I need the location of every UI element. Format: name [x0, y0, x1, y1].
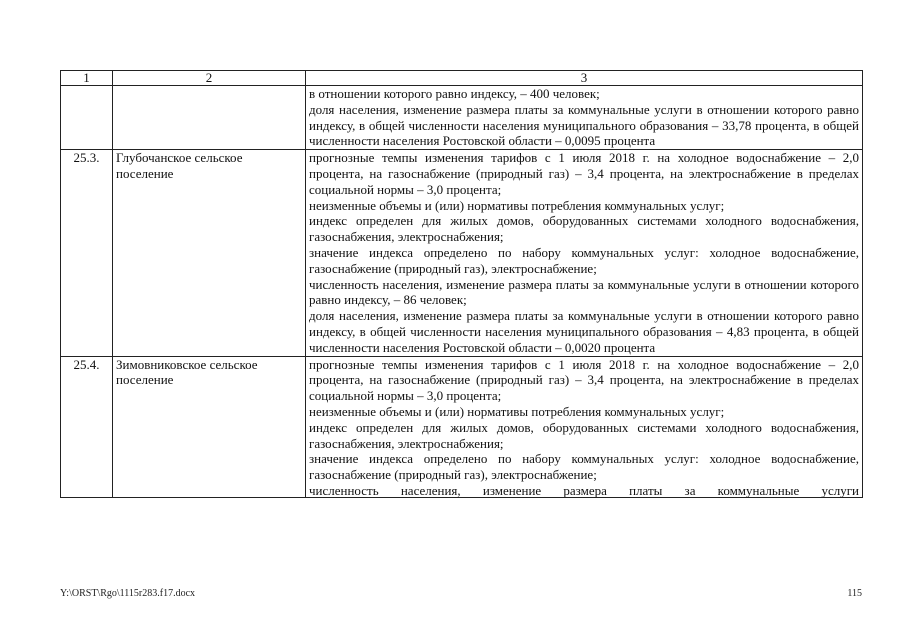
table-row-25-3	[61, 150, 863, 356]
row-name-cell: Глубочанское сельское поселение	[113, 150, 306, 356]
column-header-1: 1	[61, 71, 113, 86]
row-number-cell: 25.4.	[61, 356, 113, 497]
footer-file-path: Y:\ORST\Rgo\1115r283.f17.docx	[60, 588, 196, 599]
text-paragraph: значение индекса определено по набору коммунальных услуг: холодное водоснабжение, газоснабжение (природный газ), электроснабжение;	[309, 244, 859, 276]
text-paragraph: неизменные объемы и (или) нормативы потребления коммунальных услуг;	[309, 197, 725, 213]
table-header-row	[61, 71, 863, 86]
text-paragraph: в отношении которого равно индексу, – 400 человек;	[309, 86, 600, 101]
table-row-25-4	[61, 356, 863, 497]
row-text-cell	[306, 356, 863, 497]
row-number-cell: 25.3.	[61, 150, 113, 356]
tariff-table	[60, 70, 863, 498]
text-paragraph: доля населения, изменение размера платы за коммунальные услуги в отношении которого равно индексу, в общей численности населения муниципального образования – 33,78 процента, в общей численности населения Ростовской области – 0,0095 процента	[309, 101, 859, 149]
footer-page-number: 115	[847, 588, 862, 599]
column-header-2: 2	[113, 71, 306, 86]
row-name-cell: Зимовниковское сельское поселение	[113, 356, 306, 497]
text-paragraph: численность населения, изменение размера платы за коммунальные услуги	[309, 482, 859, 497]
table-row-continuation	[61, 86, 863, 150]
text-paragraph: прогнозные темпы изменения тарифов с 1 июля 2018 г. на холодное водоснабжение – 2,0 процента, на газоснабжение (природный газ) – 3,4 процента, на электроснабжение в пределах социальной нормы – 3,0 процента;	[309, 150, 859, 197]
text-paragraph: прогнозные темпы изменения тарифов с 1 июля 2018 г. на холодное водоснабжение – 2,0 процента, на газоснабжение (природный газ) – 3,4 процента, на электроснабжение в пределах социальной нормы – 3,0 процента;	[309, 356, 859, 404]
row-name-cell	[113, 86, 306, 150]
text-paragraph: индекс определен для жилых домов, оборудованных системами холодного водоснабжения, газоснабжения, электроснабжения;	[309, 213, 859, 245]
row-number-cell	[61, 86, 113, 150]
row-text-cell	[306, 86, 863, 150]
column-header-3: 3	[306, 71, 863, 86]
text-paragraph: неизменные объемы и (или) нормативы потребления коммунальных услуг;	[309, 403, 725, 419]
text-paragraph: индекс определен для жилых домов, оборудованных системами холодного водоснабжения, газоснабжения, электроснабжения;	[309, 419, 859, 451]
text-paragraph: значение индекса определено по набору коммунальных услуг: холодное водоснабжение, газоснабжение (природный газ), электроснабжение;	[309, 451, 859, 483]
text-paragraph: доля населения, изменение размера платы за коммунальные услуги в отношении которого равно индексу, в общей численности населения муниципального образования – 4,83 процента, в общей численности населения Ростовской области – 0,0020 процента	[309, 308, 859, 355]
text-paragraph: численность населения, изменение размера платы за коммунальные услуги в отношении которого равно индексу, – 86 человек;	[309, 276, 859, 308]
row-text-cell	[306, 150, 863, 356]
